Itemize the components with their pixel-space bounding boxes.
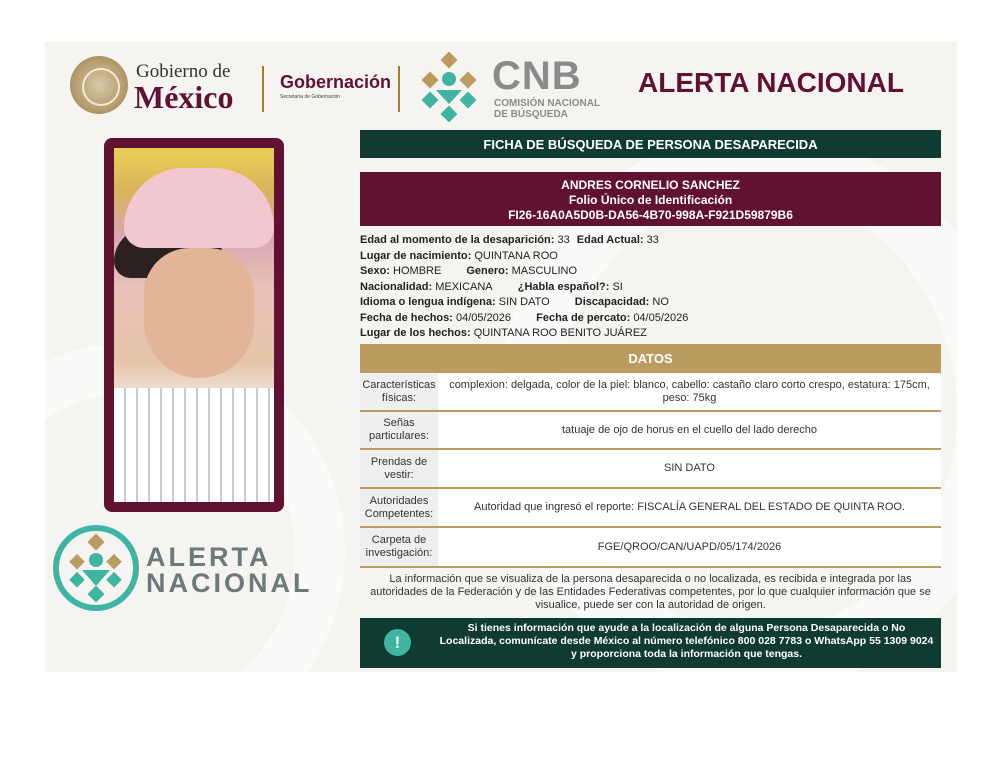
edad-actual-value: 33 xyxy=(646,234,659,246)
row-value: SIN DATO xyxy=(438,450,941,487)
row-value: Autoridad que ingresó el reporte: FISCALÍA GENERAL DEL ESTADO DE QUINTA ROO. xyxy=(438,489,941,526)
idioma-value: SIN DATO xyxy=(498,296,550,308)
row-label: Carpeta de investigación: xyxy=(360,528,438,566)
gobernacion-logo: Gobernación xyxy=(280,72,392,92)
info-row xyxy=(360,326,941,342)
fecha-percato-label: Fecha de percato: xyxy=(536,311,631,324)
lugar-nac-label: Lugar de nacimiento: xyxy=(360,249,472,262)
footer-logo-line1: ALERTA xyxy=(146,542,272,572)
person-photo xyxy=(114,148,274,502)
lugar-hechos-value: QUINTANA ROO BENITO JUÁREZ xyxy=(473,327,647,339)
lugar-nac-value: QUINTANA ROO xyxy=(474,249,558,262)
divider xyxy=(398,66,400,112)
cnb-logo-icon xyxy=(414,52,484,122)
photo-face xyxy=(144,248,254,378)
table-row xyxy=(360,412,941,450)
datos-header xyxy=(360,344,941,373)
mexico-seal-icon xyxy=(70,56,128,114)
info-row xyxy=(360,311,941,327)
row-label: Prendas de vestir: xyxy=(360,450,438,487)
table-row xyxy=(360,450,941,489)
table-row xyxy=(360,374,941,412)
info-row xyxy=(360,295,941,311)
gobierno-line1: Gobierno de xyxy=(136,61,231,82)
genero-value: MASCULINO xyxy=(511,265,578,277)
datos-table xyxy=(360,374,941,568)
cnb-subtitle: COMISIÓN NACIONAL xyxy=(494,98,601,109)
divider xyxy=(262,66,264,112)
sexo-value: HOMBRE xyxy=(393,265,442,277)
cnb-title: CNB xyxy=(492,54,582,98)
photo-cap xyxy=(124,168,274,248)
contact-bar xyxy=(360,618,941,668)
info-row xyxy=(360,264,941,280)
alerta-nacional-logo-icon xyxy=(52,524,140,612)
table-row xyxy=(360,528,941,568)
ficha-title-bar xyxy=(360,130,941,158)
row-label: Características físicas: xyxy=(360,374,438,410)
page-title: ALERTA NACIONAL xyxy=(638,67,904,98)
gobierno-line2: México xyxy=(134,79,234,115)
person-name: ANDRES CORNELIO SANCHEZ xyxy=(561,178,740,192)
row-value: complexion: delgada, color de la piel: blanco, cabello: castaño claro corto crespo, estatura: 175cm, peso: 75kg xyxy=(438,374,941,410)
header xyxy=(70,52,950,122)
lugar-hechos-label: Lugar de los hechos: xyxy=(360,327,471,339)
espanol-value: SI xyxy=(612,280,623,293)
discapacidad-value: NO xyxy=(652,296,669,308)
info-row xyxy=(360,280,941,296)
idioma-label: Idioma o lengua indígena: xyxy=(360,296,496,308)
row-label: Autoridades Competentes: xyxy=(360,489,438,526)
person-info xyxy=(360,233,941,342)
datos-title: DATOS xyxy=(628,351,673,366)
folio-number: FI26-16A0A5D0B-DA56-4B70-998A-F921D59879B6 xyxy=(508,208,793,222)
nacionalidad-value: MEXICANA xyxy=(435,280,493,293)
edad-desap-label: Edad al momento de la desaparición: xyxy=(360,234,555,246)
row-value: FGE/QROO/CAN/UAPD/05/174/2026 xyxy=(438,528,941,566)
photo-shirt xyxy=(114,388,274,502)
fecha-hechos-label: Fecha de hechos: xyxy=(360,311,453,324)
person-header xyxy=(360,172,941,226)
row-value: tatuaje de ojo de horus en el cuello del lado derecho xyxy=(438,412,941,448)
photo-frame xyxy=(104,138,284,512)
exclamation-icon: ! xyxy=(384,629,411,656)
folio-label: Folio Único de Identificación xyxy=(568,193,733,207)
edad-actual-label: Edad Actual: xyxy=(576,234,644,246)
sexo-label: Sexo: xyxy=(360,265,390,277)
gobernacion-sub: Secretaría de Gobernación xyxy=(280,94,341,100)
espanol-label: ¿Habla español?: xyxy=(517,280,610,293)
ficha-title: FICHA DE BÚSQUEDA DE PERSONA DESAPARECIDA xyxy=(483,136,818,152)
fecha-hechos-value: 04/05/2026 xyxy=(455,311,512,324)
fecha-percato-value: 04/05/2026 xyxy=(633,311,689,324)
nacionalidad-label: Nacionalidad: xyxy=(360,280,433,293)
info-row xyxy=(360,233,941,249)
cnb-subtitle: DE BÚSQUEDA xyxy=(494,109,568,120)
edad-desap-value: 33 xyxy=(557,234,570,246)
discapacidad-label: Discapacidad: xyxy=(574,296,650,308)
disclaimer: La información que se visualiza de la persona desaparecida o no localizada, es recibida e integrada por las autoridades de la Federación y de las Entidades Federativas competentes, por lo que cualquier información que se visualice, puede ser con la autoridad de origen. xyxy=(370,573,931,611)
contact-text: Si tienes información que ayude a la localización de alguna Persona Desaparecida o No Localizada, comunícate desde México al número telefónico 800 028 7783 o WhatsApp 55 1309 9024 y proporciona toda la información que tengas. xyxy=(439,622,934,660)
table-row xyxy=(360,489,941,528)
row-label: Señas particulares: xyxy=(360,412,438,448)
footer-logo-line2: NACIONAL xyxy=(146,568,313,598)
info-row xyxy=(360,249,941,265)
genero-label: Genero: xyxy=(466,265,509,277)
